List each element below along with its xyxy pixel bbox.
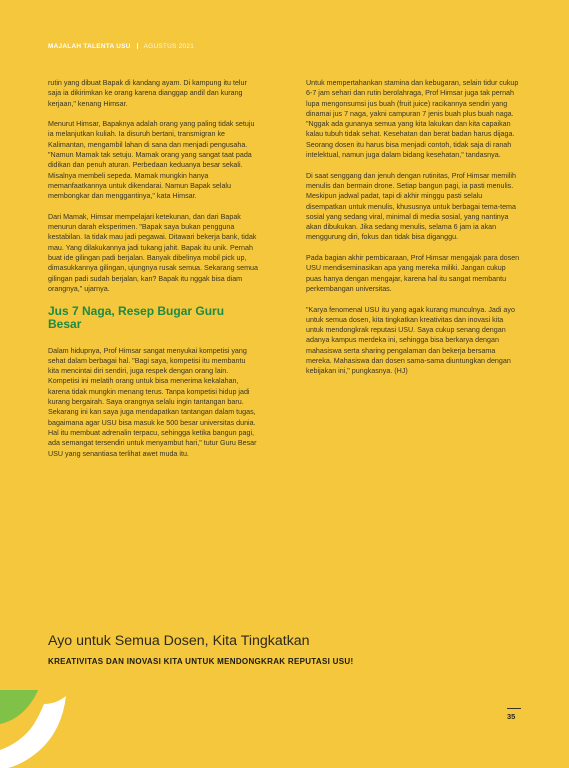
body-paragraph: Pada bagian akhir pembicaraan, Prof Himsar mengajak para dosen USU mendiseminasikan apa yang mereka miliki. Jangan cukup puas hanya dengan mengajar, karena hal itu sangat membantu perkembangan universitas. — [306, 254, 520, 293]
body-paragraph: Dari Mamak, Himsar mempelajari ketekunan, dan dari Bapak menurun darah eksperimen. "Bapak saya bukan pengguna kestabilan. Ia tidak mau jadi pegawai. Ditawari bekerja bank, tidak mau. Yang dilakukannya jadi tukang jahit. Bapak itu unik. Pernah buat ide gilingan padi berjalan. Banyak dibelinya mobil pick up, dimasukkannya gilingan, ujungnya rusak semua. Sekarang semua gilingan padi sudah berjalan, kan? Bapak itu nggak bisa diam orangnya," ujarnya. — [48, 212, 258, 293]
corner-decoration — [0, 690, 70, 768]
body-paragraph: Menurut Himsar, Bapaknya adalah orang yang paling tidak setuju ia melanjutkan kuliah. Ia disuruh bertani, transmigran ke Kalimantan, mengambil lahan di sana dan menjadi pengusaha. "Namun Mamak tak setuju. Mamak orang yang sangat taat pada didikan dan penuh aturan. Perbedaan keduanya besar sekali. Misalnya membeli sepeda. Mamak mungkin hanya memanfaatkannya untuk dikendarai. Namun Bapak selalu membongkar dan menggantinya," kata Himsar. — [48, 120, 255, 201]
header-separator — [137, 43, 138, 49]
body-paragraph: "Karya fenomenal USU itu yang agak kurang munculnya. Jadi ayo untuk semua dosen, kita tingkatkan kreativitas dan inovasi kita untuk mendongkrak reputasi USU. Saya cukup senang dengan adanya kampus merdeka ini, sehingga bisa berkarya dengan mahasiswa serta sharing pengalaman dan bekerja bersama mereka. Mahasiswa dan dosen sama-sama diuntungkan dengan kebijakan ini," pungkasnya. (HJ) — [306, 305, 515, 376]
green-arc-shape — [0, 690, 38, 724]
left-column — [48, 78, 258, 469]
issue-date: AGUSTUS 2021 — [143, 43, 195, 50]
body-paragraph: Dalam hidupnya, Prof Himsar sangat menyukai kompetisi yang sehat dalam berbagai hal. "Bagi saya, kompetisi itu membantu kita mencintai diri sendiri, juga respek dengan orang lain. Kompetisi ini melatih orang untuk bisa menerima kekalahan, karena tidak mungkin menang terus. Tanpa kompetisi hidup jadi kurang bergairah. Saya orangnya selalu ingin tantangan baru. Sekarang ini kan saya juga mendapatkan tantangan dalam tugas, bagaimana agar USU bisa masuk ke 500 besar universitas dunia. Hal itu membuat adrenalin terpacu, sehingga ketika bangun pagi, ada semangat tersendiri untuk menyambut hari," tutur Guru Besar USU yang senantiasa terlihat awet muda itu. — [48, 346, 257, 458]
section-heading: Jus 7 Naga, Resep Bugar Guru Besar — [48, 303, 225, 332]
publication-name: MAJALAH TALENTA USU — [48, 43, 131, 50]
body-paragraph: rutin yang dibuat Bapak di kandang ayam. Di kampung itu telur saja ia dikirimkan ke orang karena dianggap andil dan kurang kerjaan," kenang Himsar. — [48, 79, 247, 108]
page-number-rule — [507, 708, 521, 709]
right-column — [306, 78, 520, 387]
running-header — [48, 43, 194, 50]
page-number: 35 — [507, 712, 516, 721]
pull-quote-title: Ayo untuk Semua Dosen, Kita Tingkatkan — [48, 633, 310, 649]
pull-quote-subtitle: KREATIVITAS DAN INOVASI KITA UNTUK MENDONGKRAK REPUTASI USU! — [48, 657, 354, 666]
body-paragraph: Di saat senggang dan jenuh dengan rutinitas, Prof Himsar memilih menulis dan bermain drone. Setiap bangun pagi, ia pasti menulis. Meskipun jadwal padat, tapi di akhir minggu pasti selalu disempatkan untuk menulis, khususnya untuk berbagai tema-tema sosial yang sedang viral, minimal di media sosial, yang nantinya akan dibukukan. Jika sedang menulis, selama 6 jam ia akan menggurung diri, fokus dan tidak bisa diganggu. — [306, 171, 516, 242]
body-paragraph: Untuk mempertahankan stamina dan kebugaran, selain tidur cukup 6-7 jam sehari dan rutin berolahraga, Prof Himsar juga tak pernah lupa mengonsumsi jus buah (fruit juice) racikannya sendiri yang dinamai jus 7 naga, yakni campuran 7 jenis buah plus buah naga. "Nggak ada gunanya semua yang kita lakukan dan kita capaikan kalau tubuh tidak sehat. Kesehatan dan berat badan harus dijaga. Seorang dosen itu harus bisa menjadi contoh, tidak saja di ranah intelektual, namun juga dalam bidang kesehatan," tandasnya. — [306, 79, 519, 160]
